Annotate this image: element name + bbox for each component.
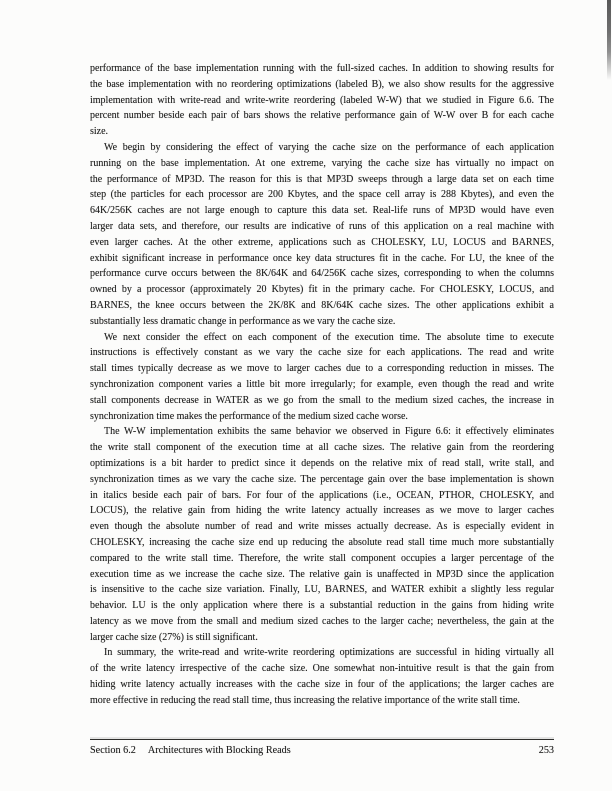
footer-row (90, 745, 554, 757)
text-line: performance of the base implementation running with the full-sized caches. In addition to showing results for (90, 63, 554, 74)
text-line: CHOLESKY, increasing the cache size end up reducing the absolute read stall time much more substantially (90, 536, 554, 548)
paragraph (90, 645, 554, 708)
text-line: larger data sets, and therefore, our results are indicative of runs of this application on a real machine with (90, 220, 554, 232)
text-line: synchronization times as we vary the cache size. The percentage gain over the base implementation is shown (90, 473, 554, 485)
footer-section-title: Architectures with Blocking Reads (147, 745, 291, 757)
text-line: We begin by considering the effect of varying the cache size on the performance of each application (104, 141, 554, 153)
text-line: optimizations is a bit harder to predict since it depends on the relative mix of read stall, write stall, and (90, 457, 554, 469)
text-line: behavior. LU is the only application where there is a substantial reduction in the gains from hiding write (90, 600, 554, 612)
text-line: even larger caches. At the other extreme, applications such as CHOLESKY, LU, LOCUS and BARNES, (90, 236, 554, 248)
footer-rule (90, 739, 554, 740)
text-line: of the write latency irrespective of the cache size. One somewhat non-intuitive result is that the gain from (90, 663, 554, 675)
text-line: percent number beside each pair of bars shows the relative performance gain of W-W over B for each cache (90, 110, 554, 122)
page-body (90, 61, 554, 709)
paragraph (90, 330, 554, 425)
text-line: step (the particles for each processor are 200 Kbytes, and the space cell array is 288 Kbytes), and even the (90, 189, 554, 201)
text-line: performance curve occurs between the 8K/64K and 64/256K cache sizes, corresponding to when the columns (90, 268, 554, 280)
text-line: stall times typically decrease as we move to larger caches due to a corresponding reduction in misses. The (90, 363, 554, 375)
page-footer (90, 739, 554, 757)
text-line: in italics beside each pair of bars. For four of the applications (i.e., OCEAN, PTHOR, CHOLESKY, and (90, 489, 554, 501)
text-line: running on the base implementation. At one extreme, varying the cache size has virtually no impact on (90, 157, 554, 169)
paragraph (90, 140, 554, 330)
text-line: stall components decrease in WATER as we go from the small to the medium sized caches, the increase in (90, 394, 554, 406)
text-line: implementation with write-read and write-write reordering (labeled W-W) that we studied in Figure 6.6. The (90, 94, 554, 106)
footer-section-label: Section 6.2 (90, 745, 136, 757)
text-line: hiding write latency actually increases with the cache size in four of the applications; the larger caches are (90, 679, 554, 691)
paragraph (90, 61, 554, 140)
text-line: the base implementation with no reordering optimizations (labeled B), we also show results for the aggressive (90, 78, 554, 90)
text-line: owned by a processor (approximately 20 Kbytes) fit in the primary cache. For CHOLESKY, LOCUS, and (90, 284, 554, 296)
text-line: LOCUS), the relative gain from hiding the write latency actually increases as we move to larger caches (90, 505, 554, 517)
text-line: larger cache size (27%) is still significant. (90, 631, 258, 643)
text-line: size. (90, 126, 109, 138)
text-line: exhibit significant increase in performance once key data structures fit in the cache. For LU, the knee of the (90, 252, 554, 264)
text-line: instructions is effectively constant as we vary the cache size for each applications. The read and write (90, 347, 554, 359)
text-line: the write stall component of the execution time at all cache sizes. The relative gain from the reordering (90, 442, 554, 454)
footer-page-number: 253 (538, 745, 554, 757)
text-line: We next consider the effect on each component of the execution time. The absolute time to execute (104, 331, 554, 343)
text-line: synchronization time makes the performance of the medium sized cache worse. (90, 410, 408, 422)
text-line: compared to the write stall time. Therefore, the write stall component occupies a larger percentage of the (90, 552, 554, 564)
text-line: is insensitive to the cache size variation. Finally, LU, BARNES, and WATER exhibit a slightly less regular (90, 584, 554, 596)
text-line: more effective in reducing the read stall time, thus increasing the relative importance of the write stall time. (90, 694, 520, 706)
paragraph (90, 424, 554, 645)
text-line: even though the absolute number of read and write misses actually decrease. As is especially evident in (90, 521, 554, 533)
text-line: In summary, the write-read and write-write reordering optimizations are successful in hiding virtually all (104, 647, 554, 659)
text-line: latency as we move from the small and medium sized caches to the larger cache; nevertheless, the gain at the (90, 615, 554, 627)
text-line: BARNES, the knee occurs between the 2K/8K and 8K/64K cache sizes. The other applications exhibit a (90, 299, 554, 311)
text-line: substantially less dramatic change in performance as we vary the cache size. (90, 315, 396, 327)
scan-edge-artifact (607, 0, 611, 80)
text-line: execution time as we increase the cache size. The relative gain is unaffected in MP3D since the application (90, 568, 554, 580)
text-line: the performance of MP3D. The reason for this is that MP3D sweeps through a large data set on each time (90, 173, 554, 185)
text-line: The W-W implementation exhibits the same behavior we observed in Figure 6.6: it effectively eliminates (104, 426, 554, 438)
text-line: 64K/256K caches are not large enough to capture this data set. Real-life runs of MP3D would have even (90, 205, 554, 217)
text-line: synchronization component varies a little bit more irregularly; for example, even though the read and write (90, 378, 554, 390)
